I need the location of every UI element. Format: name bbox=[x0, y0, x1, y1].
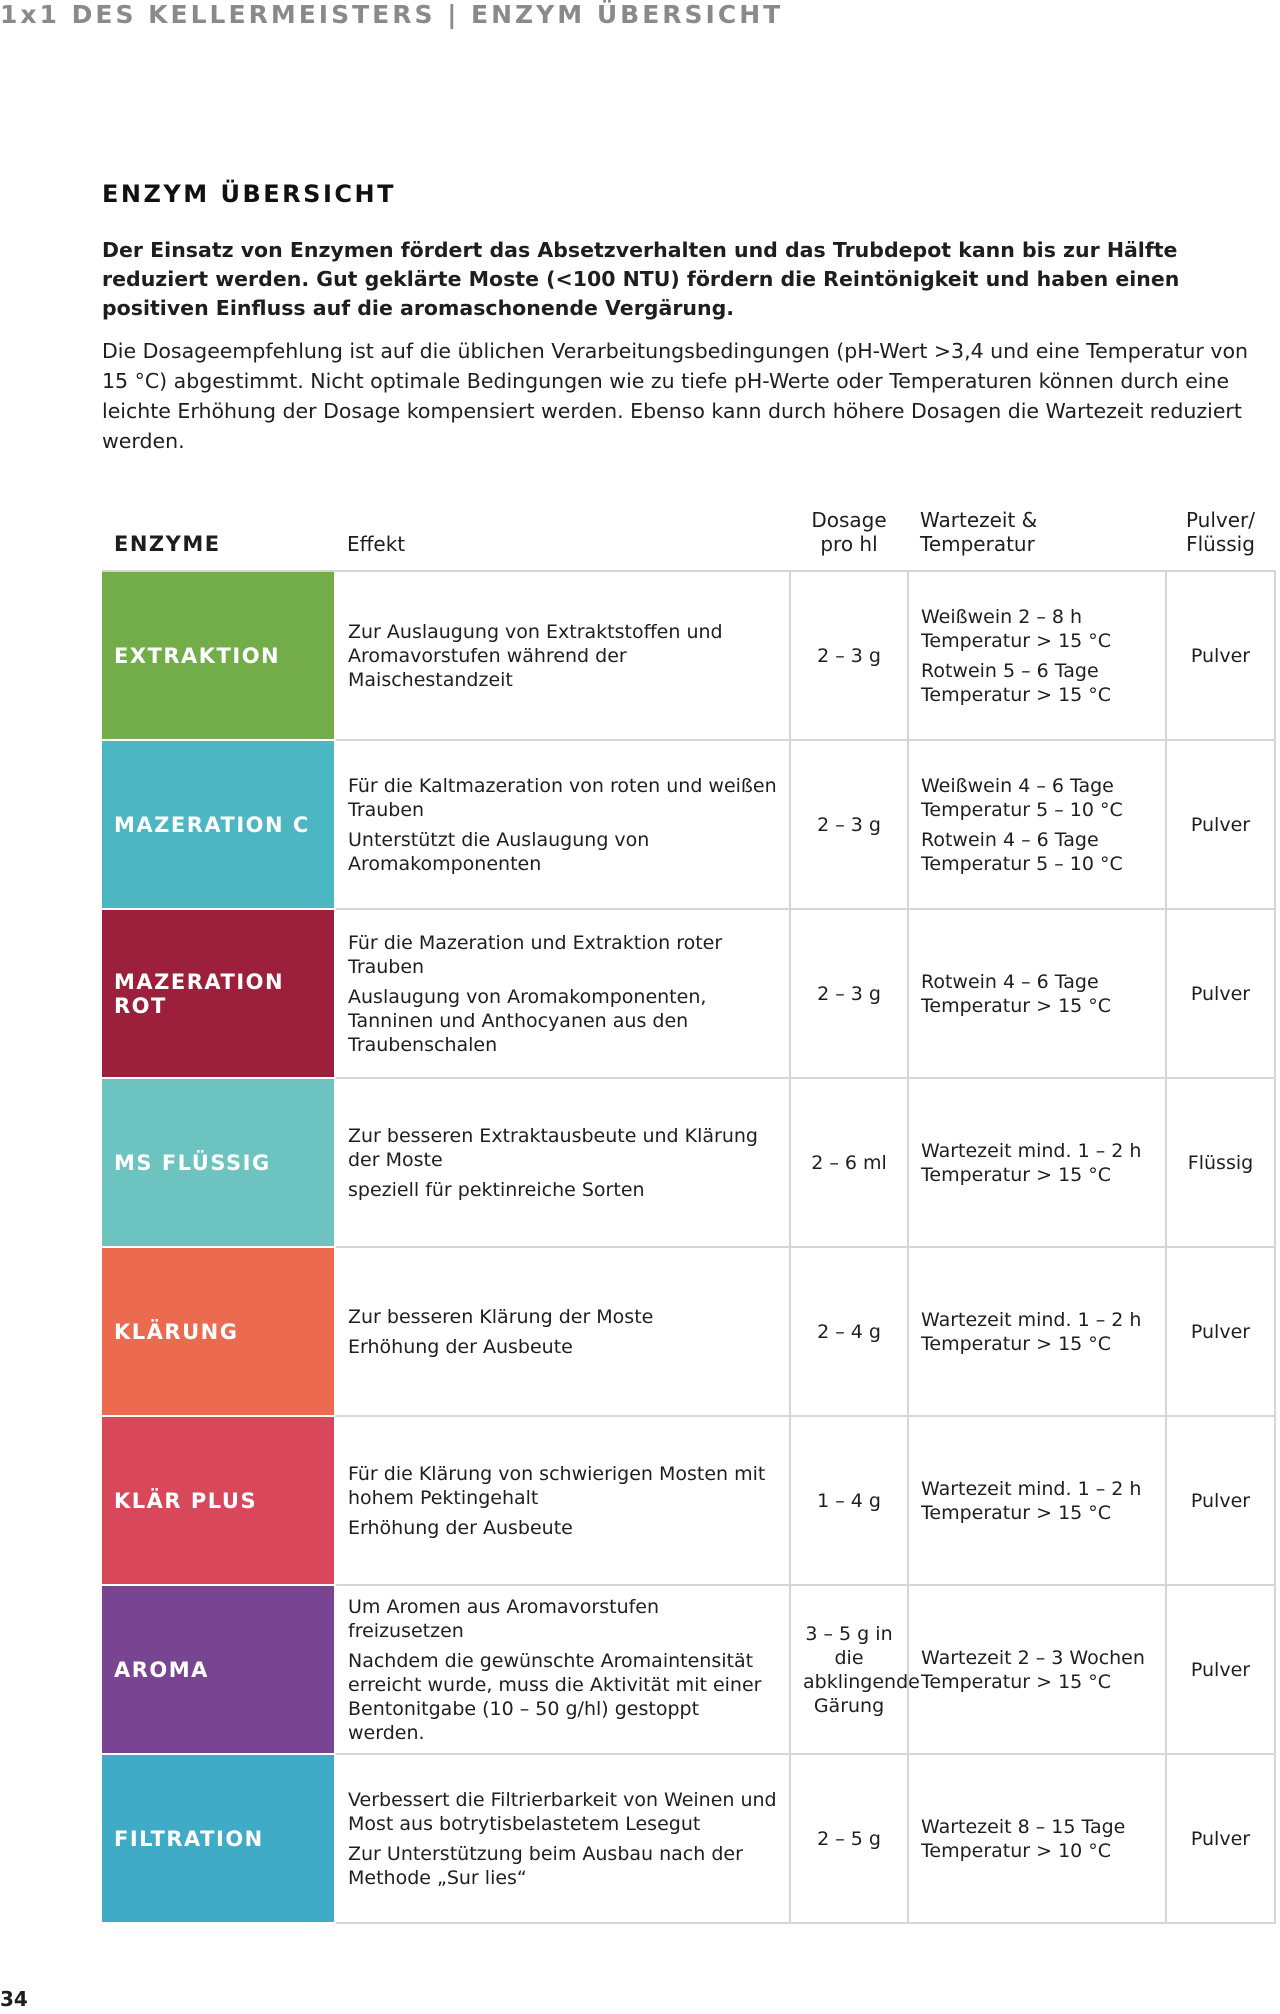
wartezeit-cell bbox=[908, 740, 1166, 909]
effekt-text: Für die Kaltmazeration von roten und weißen Trauben bbox=[348, 774, 777, 821]
wartezeit-text: Weißwein 4 – 6 Tage Temperatur 5 – 10 °C bbox=[921, 774, 1123, 821]
effekt-cell bbox=[335, 740, 790, 909]
page-number: 34 bbox=[0, 1987, 28, 2011]
table-row bbox=[102, 571, 1275, 740]
wartezeit-cell bbox=[908, 1078, 1166, 1247]
dosage-value: 3 – 5 g in die abklingende Gärung bbox=[803, 1622, 920, 1717]
wartezeit-text: Rotwein 5 – 6 Tage Temperatur > 15 °C bbox=[921, 659, 1112, 706]
wartezeit-cell bbox=[908, 1247, 1166, 1416]
table-header-row bbox=[102, 484, 1275, 571]
effekt-cell bbox=[335, 571, 790, 740]
header-form: Pulver/ Flüssig bbox=[1166, 484, 1275, 571]
intro-paragraph-bold: Der Einsatz von Enzymen fördert das Absetzverhalten und das Trubdepot kann bis zur Hälfte reduziert werden. Gut geklärte Moste (<100 NTU) fördern die Reintönigkeit und haben einen positiven Einfluss auf die aromaschonende Vergärung. bbox=[102, 238, 1180, 320]
table-row bbox=[102, 1247, 1275, 1416]
effekt-cell bbox=[335, 1247, 790, 1416]
enzyme-table bbox=[102, 484, 1276, 1924]
wartezeit-text: Rotwein 4 – 6 Tage Temperatur 5 – 10 °C bbox=[921, 828, 1123, 875]
running-head-section: ENZYM ÜBERSICHT bbox=[471, 0, 784, 29]
wartezeit-cell bbox=[908, 571, 1166, 740]
brand-logo: 1x1 bbox=[0, 0, 60, 29]
wartezeit-text: Wartezeit mind. 1 – 2 h Temperatur > 15 °C bbox=[921, 1477, 1142, 1524]
effekt-cell bbox=[335, 1754, 790, 1923]
enzyme-name: MAZERATION ROT bbox=[114, 969, 285, 1018]
wartezeit-text: Wartezeit mind. 1 – 2 h Temperatur > 15 °C bbox=[921, 1139, 1142, 1186]
dosage-value: 2 – 3 g bbox=[817, 644, 881, 667]
effekt-cell bbox=[335, 1585, 790, 1754]
enzyme-name-cell bbox=[102, 740, 335, 909]
effekt-cell bbox=[335, 909, 790, 1078]
wartezeit-cell bbox=[908, 1585, 1166, 1754]
wartezeit-text: Wartezeit mind. 1 – 2 h Temperatur > 15 °C bbox=[921, 1308, 1142, 1355]
effekt-text: speziell für pektinreiche Sorten bbox=[348, 1178, 645, 1201]
table-row bbox=[102, 1754, 1275, 1923]
form-value: Pulver bbox=[1190, 1320, 1251, 1343]
form-cell bbox=[1166, 1078, 1275, 1247]
header-dosage: Dosage pro hl bbox=[790, 484, 908, 571]
wartezeit-text: Wartezeit 2 – 3 Wochen Temperatur > 15 °C bbox=[921, 1646, 1145, 1693]
effekt-cell bbox=[335, 1416, 790, 1585]
form-cell bbox=[1166, 1247, 1275, 1416]
dosage-cell bbox=[790, 909, 908, 1078]
running-head-separator: | bbox=[447, 0, 460, 29]
wartezeit-text: Rotwein 4 – 6 Tage Temperatur > 15 °C bbox=[921, 970, 1112, 1017]
dosage-cell bbox=[790, 1754, 908, 1923]
enzyme-name-cell bbox=[102, 1754, 335, 1923]
dosage-value: 2 – 3 g bbox=[817, 813, 881, 836]
effekt-text: Um Aromen aus Aromavorstufen freizusetzen bbox=[348, 1595, 660, 1642]
form-value: Flüssig bbox=[1187, 1151, 1254, 1174]
table-row bbox=[102, 1585, 1275, 1754]
enzyme-name: EXTRAKTION bbox=[114, 643, 281, 668]
effekt-text: Nachdem die gewünschte Aromaintensität erreicht wurde, muss die Aktivität mit einer Bentonitgabe (10 – 50 g/hl) gestoppt werden. bbox=[348, 1649, 762, 1744]
form-cell bbox=[1166, 571, 1275, 740]
enzyme-name-cell bbox=[102, 1078, 335, 1247]
dosage-value: 2 – 4 g bbox=[817, 1320, 881, 1343]
enzyme-name: FILTRATION bbox=[114, 1826, 264, 1851]
effekt-text: Für die Klärung von schwierigen Mosten mit hohem Pektingehalt bbox=[348, 1462, 766, 1509]
dosage-cell bbox=[790, 740, 908, 909]
form-cell bbox=[1166, 909, 1275, 1078]
form-cell bbox=[1166, 740, 1275, 909]
enzyme-name-cell bbox=[102, 1247, 335, 1416]
effekt-text: Auslaugung von Aromakomponenten, Tanninen und Anthocyanen aus den Traubenschalen bbox=[348, 985, 707, 1056]
dosage-value: 1 – 4 g bbox=[817, 1489, 881, 1512]
enzyme-name-cell bbox=[102, 571, 335, 740]
dosage-value: 2 – 5 g bbox=[817, 1827, 881, 1850]
effekt-text: Zur besseren Extraktausbeute und Klärung der Moste bbox=[348, 1124, 758, 1171]
effekt-text: Zur besseren Klärung der Moste bbox=[348, 1305, 654, 1328]
effekt-cell bbox=[335, 1078, 790, 1247]
dosage-cell bbox=[790, 1585, 920, 1754]
form-value: Pulver bbox=[1190, 813, 1251, 836]
effekt-text: Verbessert die Filtrierbarkeit von Weinen und Most aus botrytisbelastetem Lesegut bbox=[348, 1788, 777, 1835]
effekt-text: Zur Unterstützung beim Ausbau nach der Methode „Sur lies“ bbox=[348, 1842, 743, 1889]
effekt-text: Erhöhung der Ausbeute bbox=[348, 1516, 573, 1539]
enzyme-name-cell bbox=[102, 909, 335, 1078]
enzyme-name: AROMA bbox=[114, 1657, 209, 1682]
table-row bbox=[102, 1078, 1275, 1247]
form-value: Pulver bbox=[1190, 644, 1251, 667]
enzyme-name: KLÄR PLUS bbox=[114, 1488, 258, 1513]
intro-paragraph: Die Dosageempfehlung ist auf die üblichen Verarbeitungsbedingungen (pH-Wert >3,4 und eine Temperatur von 15 °C) abgestimmt. Nicht optimale Bedingungen wie zu tiefe pH-Werte oder Temperaturen können durch eine leichte Erhöhung der Dosage kompensiert werden. Ebenso kann durch höhere Dosagen die Wartezeit reduziert werden. bbox=[102, 339, 1248, 453]
wartezeit-text: Wartezeit 8 – 15 Tage Temperatur > 10 °C bbox=[921, 1815, 1126, 1862]
enzyme-name: KLÄRUNG bbox=[114, 1319, 239, 1344]
form-cell bbox=[1166, 1416, 1275, 1585]
running-head-title: DES KELLERMEISTERS bbox=[71, 0, 436, 29]
enzyme-name: MAZERATION C bbox=[114, 812, 310, 837]
form-value: Pulver bbox=[1190, 1827, 1251, 1850]
dosage-cell bbox=[790, 1416, 908, 1585]
form-cell bbox=[1166, 1754, 1275, 1923]
effekt-text: Erhöhung der Ausbeute bbox=[348, 1335, 573, 1358]
section-title: ENZYM ÜBERSICHT bbox=[102, 180, 396, 208]
dosage-cell bbox=[790, 1247, 908, 1416]
form-value: Pulver bbox=[1190, 982, 1251, 1005]
table-row bbox=[102, 909, 1275, 1078]
table-row bbox=[102, 740, 1275, 909]
enzyme-name-cell bbox=[102, 1585, 335, 1754]
wartezeit-cell bbox=[908, 1416, 1166, 1585]
form-value: Pulver bbox=[1190, 1658, 1251, 1681]
effekt-text: Für die Mazeration und Extraktion roter Trauben bbox=[348, 931, 723, 978]
wartezeit-cell bbox=[908, 1754, 1166, 1923]
enzyme-name-cell bbox=[102, 1416, 335, 1585]
header-wartezeit: Wartezeit & Temperatur bbox=[908, 484, 1166, 571]
dosage-cell bbox=[790, 1078, 908, 1247]
wartezeit-cell bbox=[908, 909, 1166, 1078]
dosage-value: 2 – 6 ml bbox=[811, 1151, 887, 1174]
enzyme-name: MS FLÜSSIG bbox=[114, 1150, 271, 1175]
effekt-text: Unterstützt die Auslaugung von Aromakomponenten bbox=[348, 828, 650, 875]
dosage-value: 2 – 3 g bbox=[817, 982, 881, 1005]
header-enzyme: ENZYME bbox=[102, 484, 335, 571]
wartezeit-text: Weißwein 2 – 8 h Temperatur > 15 °C bbox=[921, 605, 1112, 652]
form-cell bbox=[1166, 1585, 1275, 1754]
effekt-text: Zur Auslaugung von Extraktstoffen und Aromavorstufen während der Maischestandzeit bbox=[348, 620, 723, 691]
table-row bbox=[102, 1416, 1275, 1585]
dosage-cell bbox=[790, 571, 908, 740]
running-head bbox=[0, 0, 783, 29]
form-value: Pulver bbox=[1190, 1489, 1251, 1512]
header-effekt: Effekt bbox=[335, 484, 790, 571]
